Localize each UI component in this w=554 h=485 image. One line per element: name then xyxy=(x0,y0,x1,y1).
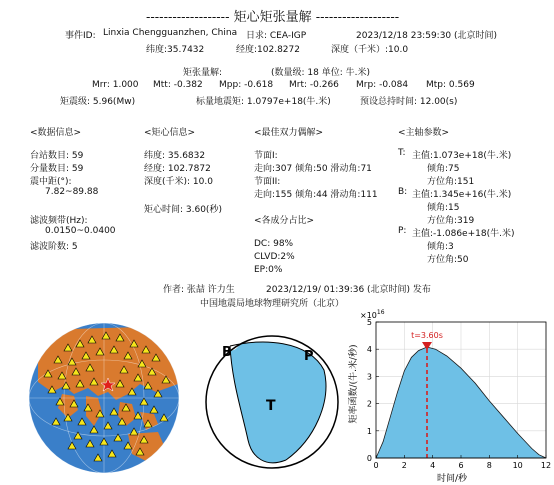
chart-multiplier: $\times 10^{16}$ xyxy=(360,309,385,320)
b-axis-label: B: xyxy=(398,187,408,197)
y-tick-label: 5 xyxy=(366,318,372,327)
x-tick-label: 2 xyxy=(401,461,407,470)
x-tick-label: 8 xyxy=(486,461,492,470)
authors: 作者: 张喆 许力生 xyxy=(163,285,235,295)
y-tick-label: 3 xyxy=(366,372,372,382)
filter: 0.0150~0.0400 xyxy=(45,226,116,236)
filter-order: 滤波阶数: 5 xyxy=(30,242,78,252)
mrp: Mrp: -0.084 xyxy=(356,80,409,90)
published: 2023/12/19/ 01:39:36 (北京时间) 发布 xyxy=(266,285,431,295)
np2-label: 节面II: xyxy=(254,177,281,187)
mpp: Mpp: -0.618 xyxy=(219,80,274,90)
beachball-diagram xyxy=(192,322,352,482)
y-tick-label: 1 xyxy=(366,426,372,436)
t-axis-label: T: xyxy=(398,148,406,158)
moment-rate-chart xyxy=(346,306,550,484)
mt-scale: (数量级: 18 单位: 牛.米) xyxy=(271,68,370,78)
x-tick-label: 10 xyxy=(512,461,523,470)
mt-label: 矩张量解: xyxy=(183,68,223,78)
beachball-p-label: P xyxy=(304,349,314,364)
beachball-b-label: B xyxy=(222,345,232,360)
longitude: 经度:102.8272 xyxy=(236,45,300,55)
centroid-lon: 经度: 102.7872 xyxy=(144,164,211,174)
mrr: Mrr: 1.000 xyxy=(92,80,139,90)
double-couple-header: <最佳双力偶解> xyxy=(254,128,324,138)
x-tick-label: 12 xyxy=(540,461,552,470)
filter-label: 滤波频带(Hz): xyxy=(30,216,88,226)
latitude: 纬度:35.7432 xyxy=(146,45,205,55)
principal-axes-header: <主轴参数> xyxy=(398,128,450,138)
event-id-label: 事件ID: xyxy=(65,31,96,41)
centroid-lat: 纬度: 35.6832 xyxy=(144,151,206,161)
centroid-time: 矩心时间: 3.60(秒) xyxy=(144,205,222,215)
clvd-ratio: CLVD:2% xyxy=(254,252,295,262)
page-title: ------------------- 矩心矩张量解 ------------------- xyxy=(146,10,400,25)
beachball-t-label: T xyxy=(266,398,276,414)
centroid-depth: 深度(千米): 10.0 xyxy=(144,177,213,187)
chart-x-label: 时间/秒 xyxy=(436,474,468,484)
mtt: Mtt: -0.382 xyxy=(153,80,203,90)
scalar-moment: 标量地震矩: 1.0797e+18(牛.米) xyxy=(196,97,331,107)
dc-ratio: DC: 98% xyxy=(254,239,294,249)
y-tick-label: 4 xyxy=(366,345,372,355)
data-info-header: <数据信息> xyxy=(30,128,82,138)
station-map xyxy=(28,322,180,474)
chart-y-label: 矩率函数/(牛.米/秒) xyxy=(349,344,359,424)
x-tick-label: 6 xyxy=(458,461,464,470)
distance-label: 震中距(°): xyxy=(30,177,72,187)
t-axis-azimuth: 方位角:151 xyxy=(427,177,475,187)
origin-time: 2023/12/18 23:59:30 (北京时间) xyxy=(356,31,498,41)
p-axis-label: P: xyxy=(398,226,407,236)
np1: 走向:307 倾角:50 滑动角:71 xyxy=(254,164,372,174)
centroid-time-label: t=3.60s xyxy=(411,331,443,340)
components-ratio-header: <各成分占比> xyxy=(254,216,315,226)
t-axis-value: 主值:1.073e+18(牛.米) xyxy=(412,151,512,161)
b-axis-value: 主值:1.345e+16(牛.米) xyxy=(412,190,512,200)
distance: 7.82~89.88 xyxy=(45,187,99,197)
event-id: Linxia Chengguanzhen, China xyxy=(103,28,238,38)
centroid-header: <矩心信息> xyxy=(144,128,196,138)
p-axis-value: 主值:-1.086e+18(牛.米) xyxy=(412,229,515,239)
b-axis-plunge: 倾角:15 xyxy=(427,203,460,213)
stations: 台站数目: 59 xyxy=(30,151,84,161)
x-tick-label: 4 xyxy=(430,461,436,470)
y-tick-label: 0 xyxy=(366,454,372,463)
agency: 日求: CEA-IGP xyxy=(246,31,307,41)
magnitude: 矩震级: 5.96(Mw) xyxy=(60,97,136,107)
y-tick-label: 2 xyxy=(366,399,372,409)
ep-ratio: EP:0% xyxy=(254,265,283,275)
mtp: Mtp: 0.569 xyxy=(426,80,475,90)
t-axis-plunge: 倾角:75 xyxy=(427,164,460,174)
np1-label: 节面I: xyxy=(254,151,278,161)
mrt: Mrt: -0.266 xyxy=(289,80,339,90)
x-tick-label: 0 xyxy=(373,461,379,470)
b-axis-azimuth: 方位角:319 xyxy=(427,216,475,226)
p-axis-azimuth: 方位角:50 xyxy=(427,255,469,265)
depth: 深度（千米）:10.0 xyxy=(331,45,409,55)
components-count: 分量数目: 59 xyxy=(30,164,84,174)
duration: 预设总持时间: 12.00(s) xyxy=(360,97,458,107)
p-axis-plunge: 倾角:3 xyxy=(427,242,454,252)
institute: 中国地震局地球物理研究所（北京） xyxy=(200,299,345,309)
np2: 走向:155 倾角:44 滑动角:111 xyxy=(254,190,378,200)
